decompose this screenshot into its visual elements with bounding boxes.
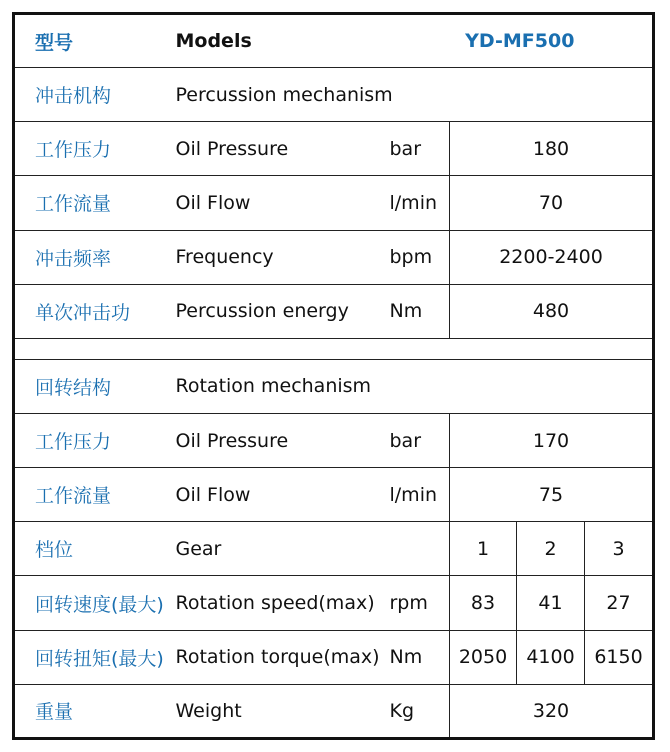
torque-value: 4100 (517, 630, 585, 684)
row-label-en: Percussion energy (166, 284, 388, 338)
row-label-zh: 工作压力 (14, 122, 166, 176)
row-unit: rpm (388, 576, 450, 630)
torque-value: 2050 (450, 630, 517, 684)
row-label-zh: 回转扭矩(最大) (14, 630, 166, 684)
row-label-zh: 工作压力 (14, 414, 166, 468)
row-label-en: Gear (166, 522, 388, 576)
row-value: 180 (450, 122, 654, 176)
row-unit: l/min (388, 176, 450, 230)
table-row (14, 284, 654, 338)
section-title-en: Rotation mechanism (166, 359, 654, 413)
row-value: 320 (450, 684, 654, 738)
section-title-zh: 冲击机构 (14, 68, 166, 122)
row-unit: bar (388, 122, 450, 176)
header-row (14, 14, 654, 68)
rotation-section-row (14, 359, 654, 413)
row-label-zh: 冲击频率 (14, 230, 166, 284)
model-name: YD-MF500 (388, 14, 654, 68)
gear-value: 2 (517, 522, 585, 576)
row-value: 75 (450, 468, 654, 522)
row-label-zh: 档位 (14, 522, 166, 576)
table-row (14, 468, 654, 522)
speed-value: 27 (585, 576, 654, 630)
table-row (14, 230, 654, 284)
header-label-en: Models (166, 14, 388, 68)
speed-value: 41 (517, 576, 585, 630)
row-unit: bar (388, 414, 450, 468)
torque-value: 6150 (585, 630, 654, 684)
row-unit: Nm (388, 630, 450, 684)
row-value: 480 (450, 284, 654, 338)
table-row (14, 414, 654, 468)
row-value: 2200-2400 (450, 230, 654, 284)
row-label-en: Oil Flow (166, 176, 388, 230)
row-unit: l/min (388, 468, 450, 522)
speed-row (14, 576, 654, 630)
row-label-zh: 回转速度(最大) (14, 576, 166, 630)
row-unit: Nm (388, 284, 450, 338)
gear-row (14, 522, 654, 576)
row-label-en: Rotation speed(max) (166, 576, 388, 630)
weight-row (14, 684, 654, 738)
row-label-zh: 工作流量 (14, 176, 166, 230)
row-value: 70 (450, 176, 654, 230)
row-label-en: Oil Pressure (166, 122, 388, 176)
spec-table (12, 12, 655, 740)
row-label-zh: 重量 (14, 684, 166, 738)
percussion-section-row (14, 68, 654, 122)
row-label-en: Oil Flow (166, 468, 388, 522)
row-label-en: Rotation torque(max) (166, 630, 388, 684)
spacer-row (14, 338, 654, 359)
header-label-zh: 型号 (14, 14, 166, 68)
torque-row (14, 630, 654, 684)
row-label-en: Frequency (166, 230, 388, 284)
row-value: 170 (450, 414, 654, 468)
row-unit: bpm (388, 230, 450, 284)
row-label-zh: 工作流量 (14, 468, 166, 522)
divider (14, 338, 654, 359)
speed-value: 83 (450, 576, 517, 630)
section-title-en: Percussion mechanism (166, 68, 654, 122)
row-unit (388, 522, 450, 576)
row-label-en: Weight (166, 684, 388, 738)
row-label-en: Oil Pressure (166, 414, 388, 468)
table-row (14, 122, 654, 176)
section-title-zh: 回转结构 (14, 359, 166, 413)
gear-value: 3 (585, 522, 654, 576)
table-row (14, 176, 654, 230)
row-label-zh: 单次冲击功 (14, 284, 166, 338)
gear-value: 1 (450, 522, 517, 576)
row-unit: Kg (388, 684, 450, 738)
